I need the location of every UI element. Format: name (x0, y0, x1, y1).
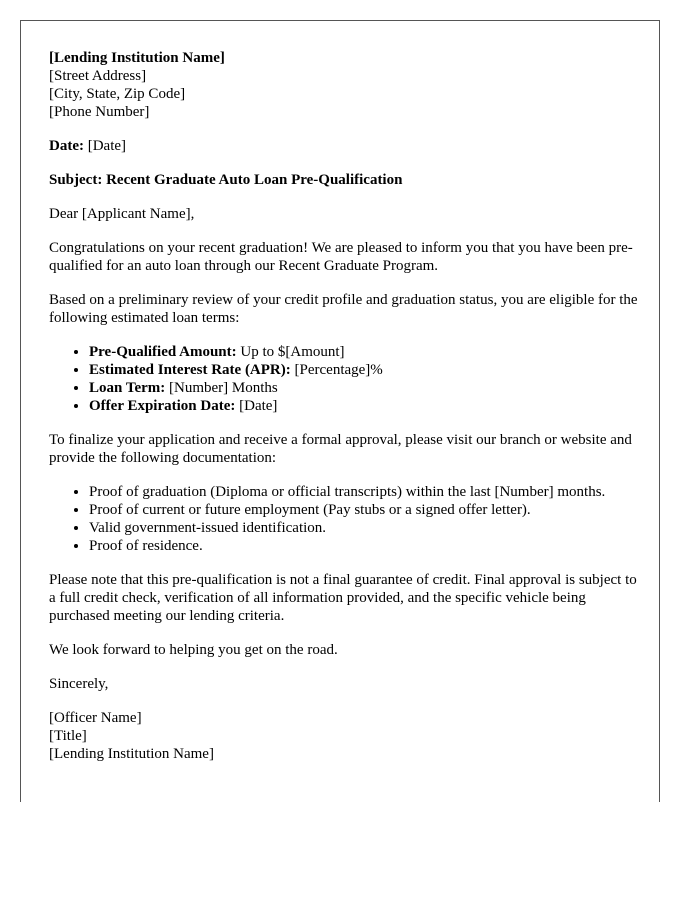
officer-title: [Title] (49, 728, 87, 744)
letterhead (49, 49, 639, 121)
paragraph-congrats: Congratulations on your recent graduation! We are pleased to inform you that you have been pre-qualified for an auto loan through our Recent Graduate Program. (49, 240, 633, 274)
subject-line: Subject: Recent Graduate Auto Loan Pre-Qualification (49, 172, 403, 188)
term-value: [Number] Months (169, 380, 278, 396)
city-state-zip: [City, State, Zip Code] (49, 86, 186, 102)
list-item (89, 379, 639, 397)
institution-name: [Lending Institution Name] (49, 50, 225, 66)
paragraph-note: Please note that this pre-qualification is not a final guarantee of credit. Final approval is subject to a full credit check, verification of all information provided, and the specific vehicle being purchased meeting our lending criteria. (49, 572, 637, 624)
list-item: • Proof of residence. (89, 537, 639, 555)
letter-content (49, 49, 639, 779)
officer-name: [Officer Name] (49, 710, 142, 726)
salutation: Sincerely, (49, 676, 109, 692)
date-line (49, 137, 639, 155)
phone-number: [Phone Number] (49, 104, 150, 120)
term-label: Loan Term: (89, 380, 166, 396)
term-label: Offer Expiration Date: (89, 398, 236, 414)
list-item (89, 361, 639, 379)
list-item: • Proof of graduation (Diploma or official transcripts) within the last [Number] months. (89, 483, 639, 501)
list-item (89, 343, 639, 361)
loan-terms-list (49, 343, 639, 415)
term-value: [Date] (239, 398, 278, 414)
signature-institution: [Lending Institution Name] (49, 746, 214, 762)
date-label: Date: (49, 138, 84, 154)
term-value: [Percentage]% (294, 362, 383, 378)
date-value: [Date] (87, 138, 127, 154)
paragraph-review: Based on a preliminary review of your credit profile and graduation status, you are eligible for the following estimated loan terms: (49, 292, 638, 326)
documents-list (49, 483, 639, 555)
greeting: Dear [Applicant Name], (49, 206, 195, 222)
paragraph-finalize: To finalize your application and receive a formal approval, please visit our branch or website and provide the following documentation: (49, 432, 632, 466)
list-item (89, 397, 639, 415)
street-address: [Street Address] (49, 68, 147, 84)
letter-page (20, 20, 660, 802)
term-value: Up to $[Amount] (240, 344, 345, 360)
paragraph-closing: We look forward to helping you get on the road. (49, 642, 338, 658)
term-label: Pre-Qualified Amount: (89, 344, 237, 360)
term-label: Estimated Interest Rate (APR): (89, 362, 291, 378)
signature-block (49, 709, 639, 763)
list-item: • Valid government-issued identification. (89, 519, 639, 537)
list-item: • Proof of current or future employment (Pay stubs or a signed offer letter). (89, 501, 639, 519)
